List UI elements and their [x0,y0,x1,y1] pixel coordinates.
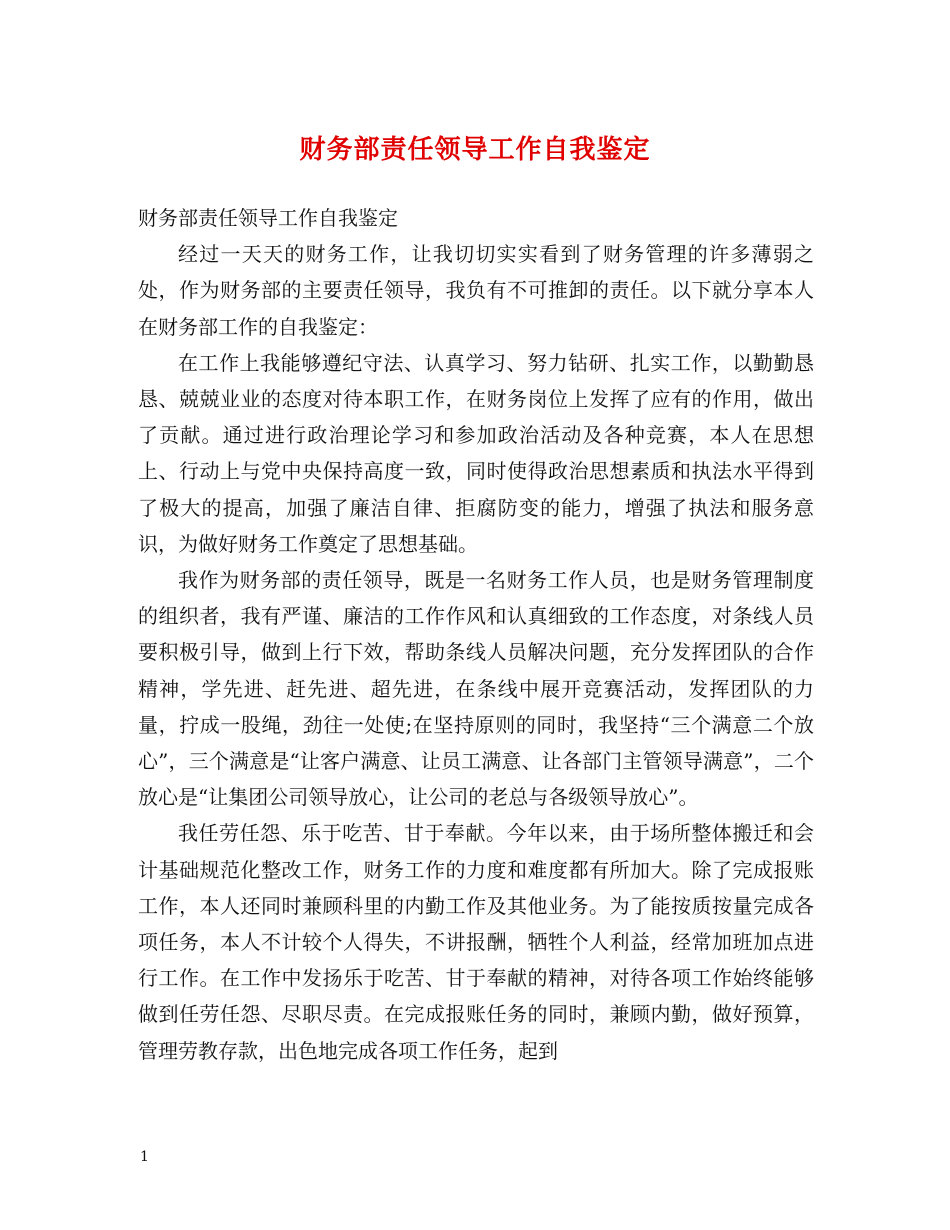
page-number: 1 [140,1149,149,1165]
paragraph-3: 我作为财务部的责任领导，既是一名财务工作人员，也是财务管理制度的组织者，我有严谨、廉洁的工作作风和认真细致的工作态度，对条线人员要积极引导，做到上行下效，帮助条线人员解决问题，充分发挥团队的合作精神，学先进、赶先进、超先进，在条线中展开竞赛活动，发挥团队的力量，拧成一股绳，劲往一处使;在坚持原则的同时，我坚持“三个满意二个放心”，三个满意是“让客户满意、让员工满意、让各部门主管领导满意”，二个放心是“让集团公司领导放心，让公司的老总与各级领导放心”。 [138,568,814,810]
paragraph-2: 在工作上我能够遵纪守法、认真学习、努力钻研、扎实工作，以勤勤恳恳、兢兢业业的态度对待本职工作，在财务岗位上发挥了应有的作用，做出了贡献。通过进行政治理论学习和参加政治活动及各种竞赛，本人在思想上、行动上与党中央保持高度一致，同时使得政治思想素质和执法水平得到了极大的提高，加强了廉洁自律、拒腐防变的能力，增强了执法和服务意识，为做好财务工作奠定了思想基础。 [138,350,814,556]
subtitle-line: 财务部责任领导工作自我鉴定 [138,206,398,230]
paragraph-4: 我任劳任怨、乐于吃苦、甘于奉献。今年以来，由于场所整体搬迁和会计基础规范化整改工作，财务工作的力度和难度都有所加大。除了完成报账工作，本人还同时兼顾科里的内勤工作及其他业务。为了能按质按量完成各项任务，本人不计较个人得失，不讲报酬，牺牲个人利益，经常加班加点进行工作。在工作中发扬乐于吃苦、甘于奉献的精神，对待各项工作始终能够做到任劳任怨、尽职尽责。在完成报账任务的同时，兼顾内勤，做好预算，管理劳教存款，出色地完成各项工作任务，起到 [138,821,814,1063]
document-title: 财务部责任领导工作自我鉴定 [299,135,651,165]
paragraph-1: 经过一天天的财务工作，让我切切实实看到了财务管理的许多薄弱之处，作为财务部的主要责任领导，我负有不可推卸的责任。以下就分享本人在财务部工作的自我鉴定： [138,242,814,339]
document-body [138,200,814,1069]
